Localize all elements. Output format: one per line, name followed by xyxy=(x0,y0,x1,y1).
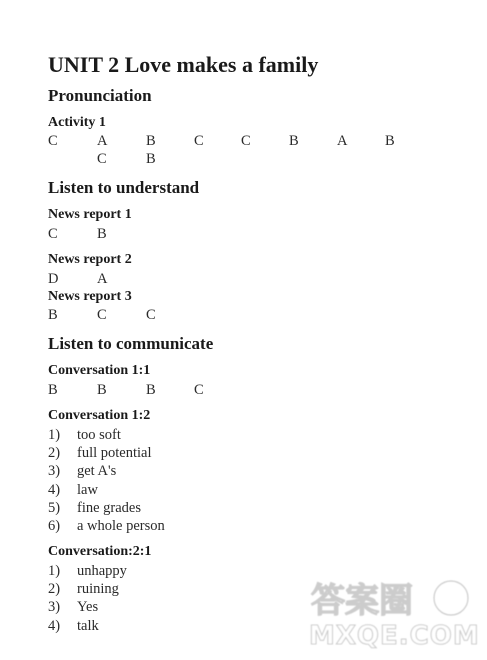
list-item-number: 6) xyxy=(48,518,61,534)
news-report-3-answer: C xyxy=(146,307,156,323)
heading-listen-to-communicate: Listen to communicate xyxy=(48,334,214,353)
conversation-1-1-answer: C xyxy=(194,382,204,398)
watermark-circle xyxy=(434,581,468,615)
list-item-number: 2) xyxy=(48,581,61,597)
conversation-1-2-label: Conversation 1:2 xyxy=(48,408,151,423)
list-item-text: unhappy xyxy=(77,563,127,579)
news-report-3-answer: B xyxy=(48,307,58,323)
list-item-text: law xyxy=(77,482,98,498)
activity1-answer: B xyxy=(385,133,395,149)
list-item-number: 1) xyxy=(48,563,61,579)
list-item-text: a whole person xyxy=(77,518,165,534)
news-report-3-label: News report 3 xyxy=(48,289,132,304)
list-item-number: 3) xyxy=(48,599,61,615)
list-item-text: too soft xyxy=(77,427,121,443)
news-report-2-answer: A xyxy=(97,271,108,287)
conversation-2-1-label: Conversation:2:1 xyxy=(48,544,152,559)
activity1-answer: C xyxy=(194,133,204,149)
conversation-1-1-answer: B xyxy=(48,382,58,398)
conversation-1-1-answer: B xyxy=(146,382,156,398)
activity1-label: Activity 1 xyxy=(48,115,106,130)
activity1-answer: C xyxy=(97,151,107,167)
watermark-url-text: MXQE.COM xyxy=(309,621,480,650)
activity1-answer: A xyxy=(337,133,348,149)
activity1-answer: C xyxy=(48,133,58,149)
heading-listen-to-understand: Listen to understand xyxy=(48,178,200,197)
activity1-answer: B xyxy=(289,133,299,149)
list-item-text: fine grades xyxy=(77,500,142,516)
activity1-answer: A xyxy=(97,133,108,149)
list-item-text: ruining xyxy=(77,581,119,597)
list-item-text: talk xyxy=(77,618,99,634)
unit-title: UNIT 2 Love makes a family xyxy=(48,52,319,77)
news-report-1-answer: C xyxy=(48,226,58,242)
list-item-text: Yes xyxy=(77,599,99,615)
list-item-number: 1) xyxy=(48,427,61,443)
conversation-1-1-label: Conversation 1:1 xyxy=(48,363,151,378)
news-report-2-label: News report 2 xyxy=(48,252,132,267)
news-report-2-answer: D xyxy=(48,271,59,287)
activity1-answer: C xyxy=(241,133,251,149)
news-report-1-answer: B xyxy=(97,226,107,242)
watermark-chinese-text: 答案圈 xyxy=(311,581,413,621)
list-item-text: full potential xyxy=(77,445,152,461)
list-item-number: 3) xyxy=(48,463,61,479)
news-report-1-label: News report 1 xyxy=(48,207,132,222)
list-item-number: 4) xyxy=(48,618,61,634)
list-item-number: 4) xyxy=(48,482,61,498)
list-item-number: 5) xyxy=(48,500,61,516)
activity1-answer: B xyxy=(146,151,156,167)
watermark-logo xyxy=(303,574,481,650)
list-item-text: get A's xyxy=(77,463,117,479)
conversation-1-1-answer: B xyxy=(97,382,107,398)
heading-pronunciation: Pronunciation xyxy=(48,86,152,105)
news-report-3-answer: C xyxy=(97,307,107,323)
list-item-number: 2) xyxy=(48,445,61,461)
activity1-answer: B xyxy=(146,133,156,149)
